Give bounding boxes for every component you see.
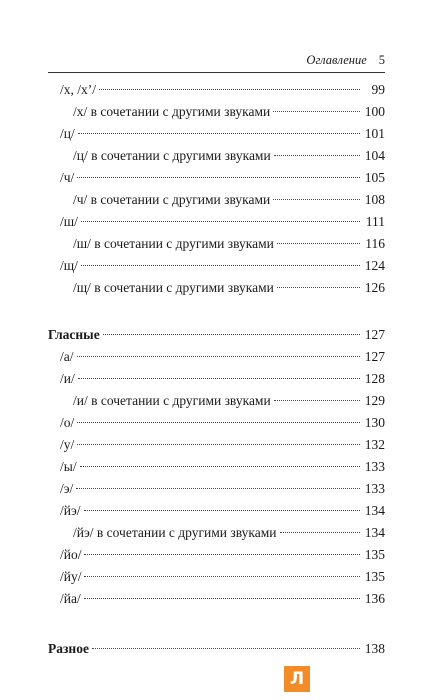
toc-entry-page: 111	[365, 214, 385, 229]
toc-entry	[48, 255, 385, 277]
dot-leader	[273, 111, 360, 112]
toc-section-consonants	[48, 79, 385, 299]
toc-entry-label: /ц/	[60, 126, 75, 141]
toc-entry-label: /йо/	[60, 547, 82, 562]
toc-entry-page: 116	[365, 236, 385, 251]
dot-leader	[277, 287, 360, 288]
dot-leader	[80, 466, 360, 467]
toc-entry-label: /йу/	[60, 569, 82, 584]
toc-entry-label: /ч/	[60, 170, 75, 185]
dot-leader	[76, 488, 360, 489]
toc-entry-page: 133	[364, 459, 385, 474]
toc-entry-label: /йэ/	[60, 503, 81, 518]
toc-entry-page: 127	[364, 327, 385, 342]
toc-entry-label: /йэ/ в сочетании с другими звуками	[73, 525, 277, 540]
toc-entry-page: 99	[371, 82, 385, 97]
toc-entry	[48, 588, 385, 610]
toc-entry	[48, 346, 385, 368]
dot-leader	[78, 378, 360, 379]
toc-section-misc	[48, 638, 385, 660]
dot-leader	[77, 422, 360, 423]
dot-leader	[77, 444, 360, 445]
toc-section-vowels	[48, 324, 385, 610]
toc-entry-label: /ш/ в сочетании с другими звуками	[73, 236, 274, 251]
toc-entry	[48, 456, 385, 478]
dot-leader	[280, 532, 361, 533]
toc-entry	[48, 412, 385, 434]
toc-entry	[48, 167, 385, 189]
toc-entry-label: /а/	[60, 349, 74, 364]
dot-leader	[273, 199, 360, 200]
toc-entry-label: /о/	[60, 415, 75, 430]
toc-entry	[48, 478, 385, 500]
toc-entry-page: 128	[364, 371, 385, 386]
toc-entry	[48, 638, 385, 660]
toc-entry-page: 138	[364, 641, 385, 656]
toc-entry	[48, 189, 385, 211]
toc-entry-page: 100	[364, 104, 385, 119]
toc-entry-page: 135	[364, 569, 385, 584]
dot-leader	[274, 155, 360, 156]
toc-entry-label: /щ/ в сочетании с другими звуками	[73, 280, 274, 295]
dot-leader	[84, 598, 360, 599]
toc-entry-page: 130	[364, 415, 385, 430]
toc-entry-label: /щ/	[60, 258, 78, 273]
toc-entry-page: 108	[364, 192, 385, 207]
dot-leader	[78, 133, 360, 134]
toc-entry-page: 127	[364, 349, 385, 364]
toc-entry-page: 134	[364, 525, 385, 540]
dot-leader	[81, 221, 360, 222]
toc-entry-page: 133	[364, 481, 385, 496]
toc-entry	[48, 368, 385, 390]
toc-entry	[48, 500, 385, 522]
toc-entry	[48, 544, 385, 566]
table-of-contents	[48, 79, 385, 660]
running-header-title: Оглавление	[306, 53, 367, 67]
toc-entry	[48, 79, 385, 101]
toc-entry-page: 132	[364, 437, 385, 452]
dot-leader	[274, 400, 360, 401]
toc-entry-page: 129	[364, 393, 385, 408]
toc-entry	[48, 434, 385, 456]
toc-entry-label: /э/	[60, 481, 74, 496]
toc-entry	[48, 101, 385, 123]
toc-entry	[48, 233, 385, 255]
running-header	[306, 53, 385, 68]
toc-entry-page: 136	[364, 591, 385, 606]
toc-entry	[48, 522, 385, 544]
toc-entry-label: /ш/	[60, 214, 78, 229]
toc-entry-label: /и/ в сочетании с другими звуками	[73, 393, 271, 408]
toc-entry-page: 134	[364, 503, 385, 518]
toc-entry-label: /х, /х’/	[60, 82, 96, 97]
page-number: 5	[378, 53, 385, 67]
dot-leader	[77, 177, 360, 178]
toc-entry-label: /ы/	[60, 459, 77, 474]
toc-entry-label: /йа/	[60, 591, 81, 606]
toc-entry-page: 101	[364, 126, 385, 141]
toc-entry	[48, 145, 385, 167]
dot-leader	[81, 265, 360, 266]
toc-entry	[48, 277, 385, 299]
header-rule	[48, 72, 385, 73]
toc-entry-label: Разное	[48, 641, 89, 656]
toc-entry-label: /ц/ в сочетании с другими звуками	[73, 148, 271, 163]
toc-entry	[48, 123, 385, 145]
toc-entry-label: /и/	[60, 371, 75, 386]
toc-entry-label: /ч/ в сочетании с другими звуками	[73, 192, 271, 207]
dot-leader	[99, 89, 360, 90]
dot-leader	[84, 510, 360, 511]
publisher-logo: Л	[284, 666, 310, 692]
toc-entry	[48, 566, 385, 588]
dot-leader	[277, 243, 360, 244]
toc-entry-page: 105	[364, 170, 385, 185]
dot-leader	[84, 576, 360, 577]
toc-entry-label: /у/	[60, 437, 75, 452]
section-gap	[48, 299, 385, 324]
toc-entry-label: /х/ в сочетании с другими звуками	[73, 104, 271, 119]
toc-entry-page: 104	[364, 148, 385, 163]
toc-entry-page: 126	[364, 280, 385, 295]
toc-entry-label: Гласные	[48, 327, 100, 342]
dot-leader	[84, 554, 360, 555]
toc-entry-page: 124	[364, 258, 385, 273]
toc-entry	[48, 211, 385, 233]
dot-leader	[103, 334, 360, 335]
toc-entry-page: 135	[364, 547, 385, 562]
dot-leader	[92, 648, 360, 649]
section-gap	[48, 610, 385, 638]
toc-entry	[48, 390, 385, 412]
toc-entry	[48, 324, 385, 346]
dot-leader	[77, 356, 361, 357]
